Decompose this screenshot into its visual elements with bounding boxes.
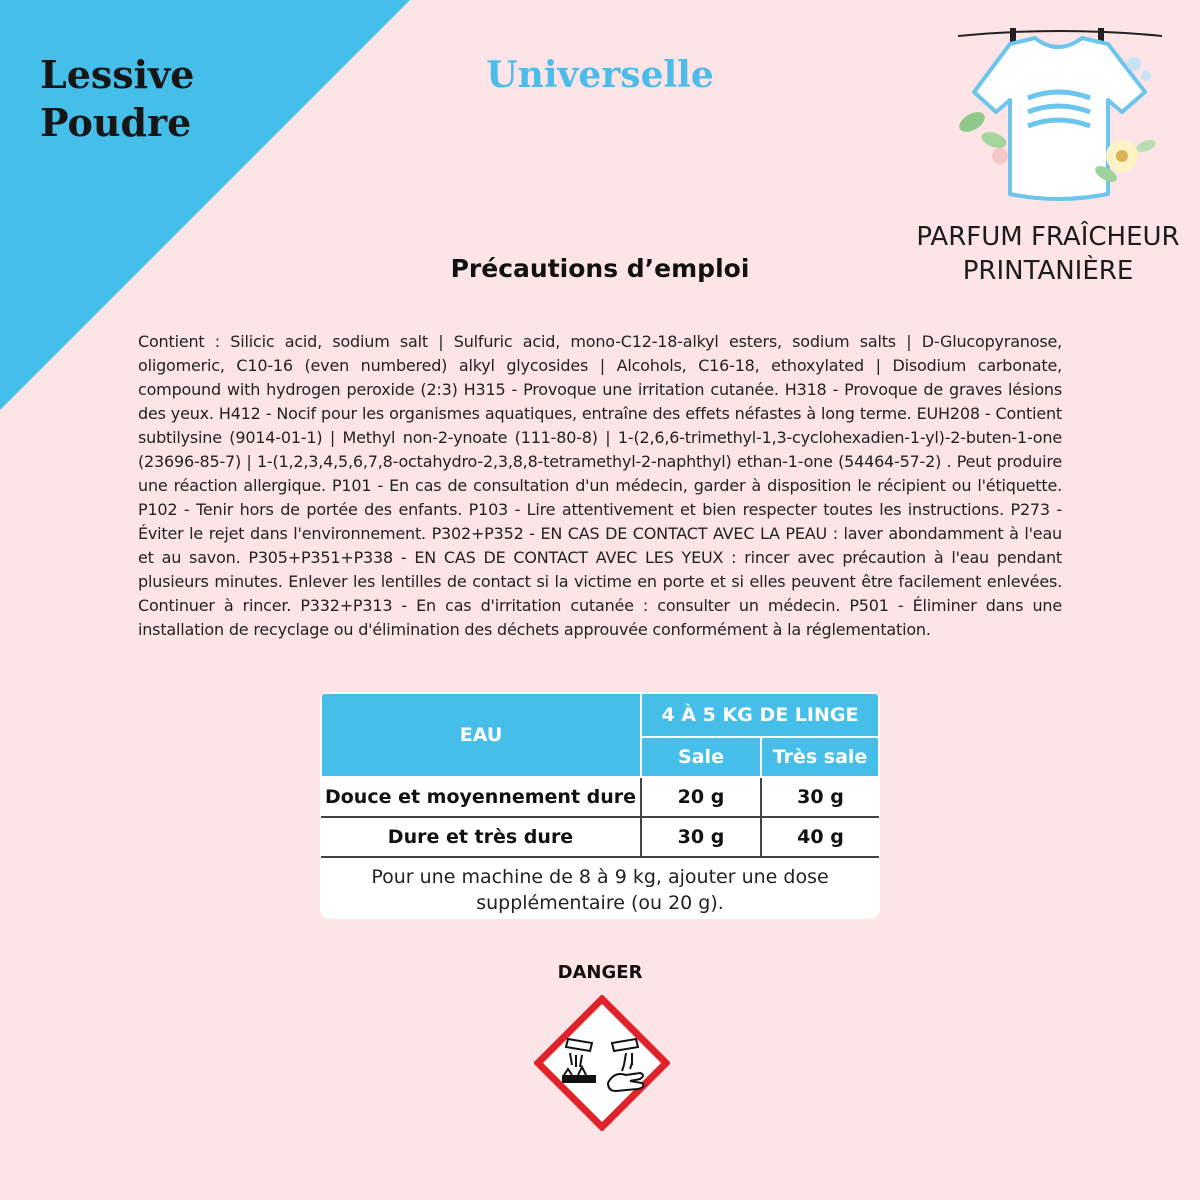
very-dirty-column-header: Très sale [761, 737, 879, 777]
tshirt-on-clothesline-icon [950, 14, 1170, 224]
dirty-column-header: Sale [641, 737, 761, 777]
table-row [321, 817, 879, 857]
dirty-dose-cell: 20 g [641, 777, 761, 817]
section-title: Précautions d’emploi [450, 254, 750, 283]
dosage-note-line-2: supplémentaire (ou 20 g). [476, 892, 724, 914]
dosage-table [320, 692, 880, 919]
dosage-note-line-1: Pour une machine de 8 à 9 kg, ajouter une dose [371, 866, 829, 888]
water-type-cell: Dure et très dure [321, 817, 641, 857]
fragrance-label [898, 220, 1198, 288]
water-type-cell: Douce et moyennement dure [321, 777, 641, 817]
precautions-text: Contient : Silicic acid, sodium salt | Sulfuric acid, mono-C12-18-alkyl esters, sodium salts | D-Glucopyranose, oligomeric, C10-16 (even numbered) alkyl glycosides | Alcohols, C16-18, ethoxylated | Disodium carbonate, compound with hydrogen peroxide (2:3) H315 - Provoque une irritation cutanée. H318 - Provoque de graves lésions des yeux. H412 - Nocif pour les organismes aquatiques, entraîne des effets néfastes à long terme. EUH208 - Contient subtilysine (9014-01-1) | Methyl non-2-ynoate (111-80-8) | 1-(2,6,6-trimethyl-1,3-cyclohexadien-1-yl)-2-buten-1-one (23696-85-7) | 1-(1,2,3,4,5,6,7,8-octahydro-2,3,8,8-tetramethyl-2-naphthyl) ethan-1-one (54464-57-2) . Peut produire une réaction allergique. P101 - En cas de consultation d'un médecin, garder à disposition le récipient ou l'étiquette. P102 - Tenir hors de portée des enfants. P103 - Lire attentivement et bien respecter toutes les instructions. P273 - Éviter le rejet dans l'environnement. P302+P352 - EN CAS DE CONTACT AVEC LA PEAU : laver abondamment à l'eau et au savon. P305+P351+P338 - EN CAS DE CONTACT AVEC LES YEUX : rincer avec précaution à l'eau pendant plusieurs minutes. Enlever les lentilles de contact si la victime en porte et si elles peuvent être facilement enlevées. Continuer à rincer. P332+P313 - En cas d'irritation cutanée : consulter un médecin. P501 - Éliminer dans une installation de recyclage ou d'élimination des déchets approuvée conformément à la réglementation. [138, 332, 1062, 639]
fragrance-line-2: PRINTANIÈRE [962, 256, 1134, 286]
table-row [321, 777, 879, 817]
dosage-note [320, 858, 880, 916]
water-header: EAU [321, 693, 641, 777]
dirty-dose-cell: 30 g [641, 817, 761, 857]
fragrance-line-1: PARFUM FRAÎCHEUR [916, 222, 1180, 252]
very-dirty-dose-cell: 40 g [761, 817, 879, 857]
product-name-line-1: Lessive [40, 52, 195, 97]
corrosive-hazard-icon [534, 995, 670, 1131]
product-name-line-2: Poudre [40, 100, 192, 145]
danger-label: DANGER [557, 962, 643, 983]
very-dirty-dose-cell: 30 g [761, 777, 879, 817]
product-variant: Universelle [486, 54, 714, 96]
load-header: 4 À 5 KG DE LINGE [641, 693, 879, 737]
